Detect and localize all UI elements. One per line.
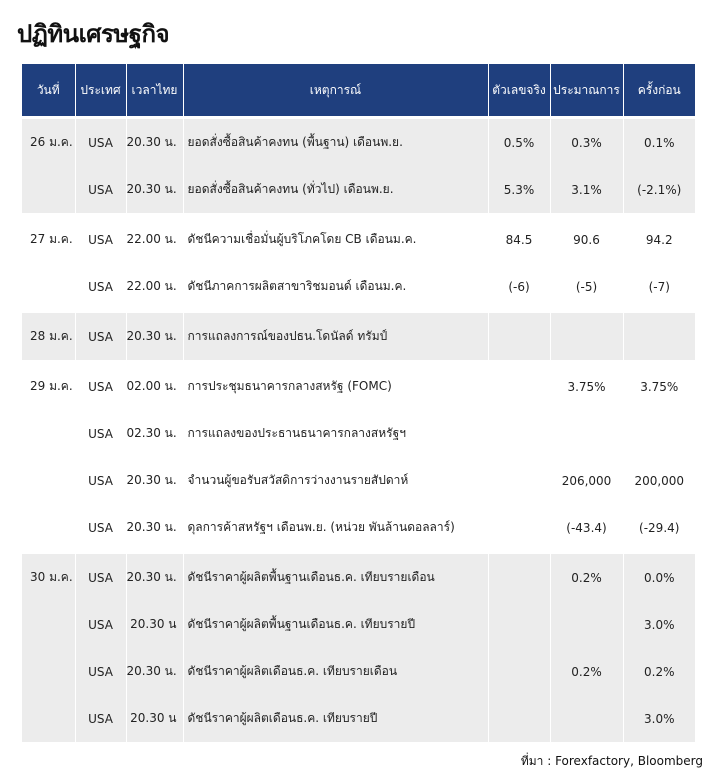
table-row: [22, 118, 695, 167]
cell-time: 02.00 น.: [126, 362, 183, 411]
cell-event: ดัชนีความเชื่อมั่นผู้บริโภคโดย CB เดือนม.ค.: [183, 215, 488, 264]
table-row: [22, 312, 695, 362]
cell-country: USA: [75, 648, 126, 695]
cell-country: USA: [75, 410, 126, 457]
table-row: [22, 553, 695, 602]
cell-forecast: [550, 601, 623, 648]
cell-date: 26 ม.ค.: [22, 118, 75, 167]
cell-forecast: 206,000: [550, 457, 623, 504]
cell-event: ดัชนีราคาผู้ผลิตเดือนธ.ค. เทียบรายปี: [183, 695, 488, 742]
cell-date: [22, 166, 75, 215]
economic-calendar-table: [22, 64, 695, 742]
source-note: ที่มา : Forexfactory, Bloomberg: [520, 754, 703, 768]
table-row: [22, 263, 695, 312]
cell-actual: [488, 410, 550, 457]
cell-forecast: [550, 410, 623, 457]
cell-country: USA: [75, 166, 126, 215]
cell-actual: [488, 312, 550, 362]
cell-date: 27 ม.ค.: [22, 215, 75, 264]
cell-time: 02.30 น.: [126, 410, 183, 457]
cell-actual: [488, 504, 550, 553]
cell-country: USA: [75, 263, 126, 312]
cell-time: 20.30 น.: [126, 504, 183, 553]
table-row: [22, 648, 695, 695]
cell-country: USA: [75, 601, 126, 648]
cell-date: 29 ม.ค.: [22, 362, 75, 411]
cell-actual: [488, 457, 550, 504]
cell-previous: [623, 312, 695, 362]
cell-time: 20.30 น.: [126, 312, 183, 362]
cell-event: ยอดสั่งซื้อสินค้าคงทน (ทั่วไป) เดือนพ.ย.: [183, 166, 488, 215]
header-date: วันที่: [22, 64, 75, 118]
cell-event: ดัชนีราคาผู้ผลิตเดือนธ.ค. เทียบรายเดือน: [183, 648, 488, 695]
cell-previous: 3.0%: [623, 601, 695, 648]
cell-actual: [488, 648, 550, 695]
cell-time: 20.30 น.: [126, 553, 183, 602]
cell-actual: [488, 553, 550, 602]
cell-previous: 3.75%: [623, 362, 695, 411]
cell-previous: 94.2: [623, 215, 695, 264]
cell-previous: 0.1%: [623, 118, 695, 167]
cell-event: การแถลงการณ์ของปธน.โดนัลด์ ทรัมป์: [183, 312, 488, 362]
cell-time: 22.00 น.: [126, 263, 183, 312]
cell-country: USA: [75, 553, 126, 602]
cell-previous: 0.0%: [623, 553, 695, 602]
table-row: [22, 215, 695, 264]
cell-previous: (-2.1%): [623, 166, 695, 215]
cell-time: 22.00 น.: [126, 215, 183, 264]
table-header-row: [22, 64, 695, 118]
cell-forecast: 0.2%: [550, 648, 623, 695]
cell-date: [22, 504, 75, 553]
page-title: ปฏิทินเศรษฐกิจ: [17, 20, 170, 48]
header-forecast: ประมาณการ: [550, 64, 623, 118]
cell-previous: 200,000: [623, 457, 695, 504]
cell-previous: 0.2%: [623, 648, 695, 695]
cell-date: [22, 457, 75, 504]
cell-date: [22, 648, 75, 695]
cell-time: 20.30 น.: [126, 648, 183, 695]
cell-event: การประชุมธนาคารกลางสหรัฐ (FOMC): [183, 362, 488, 411]
cell-previous: (-7): [623, 263, 695, 312]
table-row: [22, 166, 695, 215]
cell-actual: [488, 362, 550, 411]
cell-date: 30 ม.ค.: [22, 553, 75, 602]
cell-previous: (-29.4): [623, 504, 695, 553]
cell-forecast: 3.1%: [550, 166, 623, 215]
cell-date: 28 ม.ค.: [22, 312, 75, 362]
table-row: [22, 410, 695, 457]
cell-time: 20.30 น.: [126, 166, 183, 215]
cell-forecast: [550, 695, 623, 742]
header-previous: ครั้งก่อน: [623, 64, 695, 118]
cell-country: USA: [75, 695, 126, 742]
cell-forecast: [550, 312, 623, 362]
cell-event: จำนวนผู้ขอรับสวัสดิการว่างงานรายสัปดาห์: [183, 457, 488, 504]
cell-actual: (-6): [488, 263, 550, 312]
cell-actual: 5.3%: [488, 166, 550, 215]
header-actual: ตัวเลขจริง: [488, 64, 550, 118]
cell-date: [22, 410, 75, 457]
cell-country: USA: [75, 457, 126, 504]
cell-forecast: (-5): [550, 263, 623, 312]
cell-time: 20.30 น: [126, 695, 183, 742]
cell-actual: [488, 695, 550, 742]
cell-event: ดัชนีภาคการผลิตสาขาริชมอนด์ เดือนม.ค.: [183, 263, 488, 312]
cell-country: USA: [75, 312, 126, 362]
cell-event: ยอดสั่งซื้อสินค้าคงทน (พื้นฐาน) เดือนพ.ย.: [183, 118, 488, 167]
table-row: [22, 601, 695, 648]
cell-country: USA: [75, 215, 126, 264]
cell-event: ดัชนีราคาผู้ผลิตพื้นฐานเดือนธ.ค. เทียบรายเดือน: [183, 553, 488, 602]
cell-date: [22, 695, 75, 742]
table-row: [22, 362, 695, 411]
cell-country: USA: [75, 118, 126, 167]
table-row: [22, 695, 695, 742]
cell-country: USA: [75, 504, 126, 553]
cell-time: 20.30 น.: [126, 118, 183, 167]
cell-forecast: 0.2%: [550, 553, 623, 602]
cell-date: [22, 263, 75, 312]
cell-country: USA: [75, 362, 126, 411]
cell-actual: 0.5%: [488, 118, 550, 167]
table-row: [22, 504, 695, 553]
cell-time: 20.30 น.: [126, 457, 183, 504]
header-time: เวลาไทย: [126, 64, 183, 118]
header-event: เหตุการณ์: [183, 64, 488, 118]
cell-event: การแถลงของประธานธนาคารกลางสหรัฐฯ: [183, 410, 488, 457]
cell-date: [22, 601, 75, 648]
cell-event: ดัชนีราคาผู้ผลิตพื้นฐานเดือนธ.ค. เทียบรายปี: [183, 601, 488, 648]
cell-event: ดุลการค้าสหรัฐฯ เดือนพ.ย. (หน่วย พันล้านดอลลาร์): [183, 504, 488, 553]
cell-forecast: (-43.4): [550, 504, 623, 553]
cell-forecast: 3.75%: [550, 362, 623, 411]
cell-forecast: 0.3%: [550, 118, 623, 167]
table-row: [22, 457, 695, 504]
cell-time: 20.30 น: [126, 601, 183, 648]
cell-actual: 84.5: [488, 215, 550, 264]
cell-previous: 3.0%: [623, 695, 695, 742]
cell-actual: [488, 601, 550, 648]
cell-previous: [623, 410, 695, 457]
cell-forecast: 90.6: [550, 215, 623, 264]
header-country: ประเทศ: [75, 64, 126, 118]
